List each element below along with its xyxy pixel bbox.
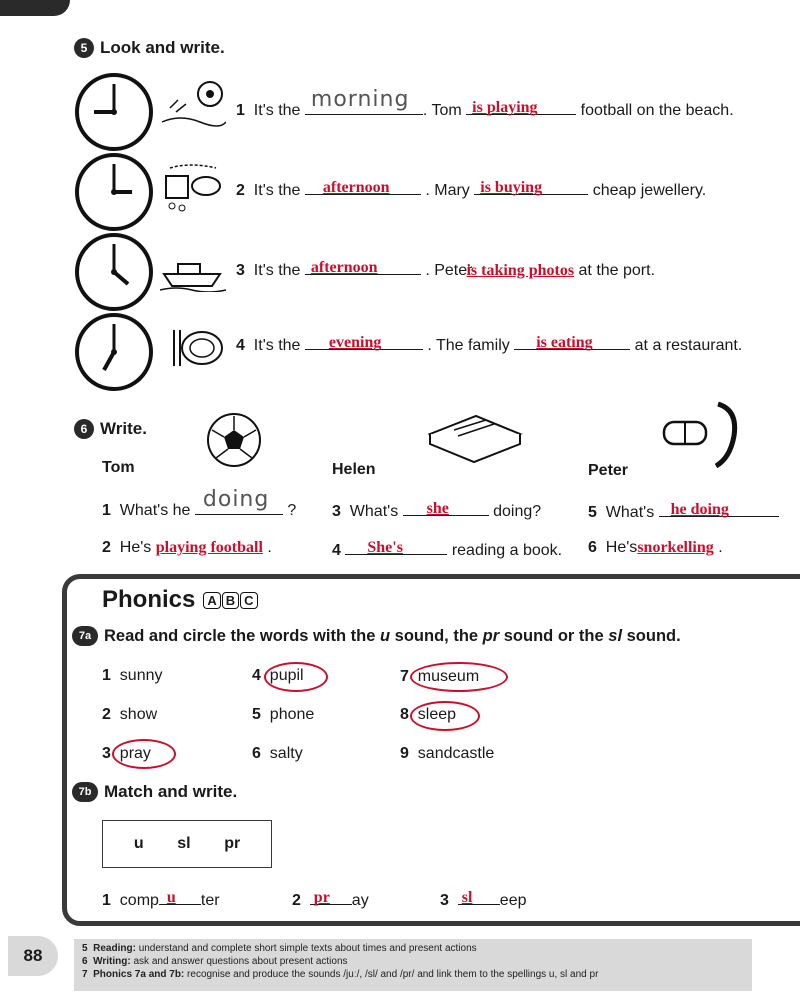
blank-answer-4[interactable] — [514, 334, 630, 350]
objective-line — [82, 968, 598, 981]
word-text: pupil — [269, 667, 304, 684]
corner-decoration — [0, 0, 70, 16]
word-1[interactable] — [102, 667, 163, 685]
objective-label: Phonics 7a and 7b: — [93, 969, 185, 980]
blank-time-3[interactable] — [305, 259, 421, 275]
word-part: eep — [499, 892, 527, 909]
section-7a-title — [104, 627, 681, 646]
prompt-text: . Peter — [425, 262, 473, 279]
clock-icon-4 — [74, 232, 154, 312]
blank-time-2[interactable] — [305, 179, 421, 195]
boat-icon — [160, 252, 226, 292]
section-7a-badge: 7a — [72, 626, 98, 646]
s7b-item-2 — [292, 889, 369, 910]
word-2[interactable] — [102, 706, 157, 724]
objective-num: 7 — [82, 969, 88, 980]
word-9[interactable] — [400, 745, 494, 763]
prompt-text: It's the — [253, 182, 301, 199]
prompt-text: ? — [287, 502, 297, 519]
item-number: 1 — [102, 892, 111, 909]
red-answer: She's — [367, 539, 403, 556]
word-text: salty — [269, 745, 303, 762]
section-7b-title: Match and write. — [104, 782, 238, 801]
item-number: 5 — [252, 706, 261, 723]
football-icon — [204, 412, 264, 468]
item-number: 6 — [588, 539, 597, 556]
section-7b-badge: 7b — [72, 782, 98, 802]
word-6[interactable] — [252, 745, 303, 763]
prompt-text: What's — [605, 504, 655, 521]
title-part: sound. — [622, 626, 681, 645]
section-5-header — [74, 38, 225, 58]
section-6-badge: 6 — [74, 419, 94, 439]
prompt-text: reading a book. — [451, 542, 563, 559]
blank-7b-2[interactable] — [310, 889, 352, 905]
item-number: 8 — [400, 706, 409, 723]
page-number: 88 — [23, 946, 43, 965]
prompt-text: . — [267, 539, 272, 556]
section-7a-header — [72, 626, 681, 646]
prompt-text: . — [718, 539, 723, 556]
blank-q5[interactable] — [659, 501, 779, 517]
abc-letter: A — [203, 592, 220, 609]
objective-line — [82, 955, 598, 968]
item-number: 1 — [102, 667, 111, 684]
prompt-text: doing? — [493, 503, 542, 520]
prompt-text: . The family — [427, 337, 510, 354]
section-6-title: Write. — [100, 419, 147, 438]
section-6-header — [74, 419, 147, 439]
item-number: 2 — [102, 539, 111, 556]
blank-7b-1[interactable] — [159, 889, 201, 905]
circle-mark-pupil — [264, 662, 328, 692]
red-answer: pr — [313, 889, 330, 906]
word-text: pray — [119, 745, 151, 762]
sound-option: pr — [224, 835, 241, 852]
s5-item-1 — [236, 87, 734, 120]
prompt-text: at the port. — [578, 262, 656, 279]
name-helen: Helen — [332, 461, 376, 478]
objectives-list — [82, 942, 598, 981]
prompt-text: cheap jewellery. — [592, 182, 707, 199]
circle-mark-museum — [410, 662, 508, 692]
abc-letter: B — [222, 592, 239, 609]
title-part: Read and circle the words with the — [104, 626, 380, 645]
item-number: 3 — [102, 745, 111, 762]
prompt-text: He's — [119, 539, 152, 556]
objective-label: Reading: — [93, 943, 136, 954]
title-part: u — [379, 626, 391, 645]
handwritten-answer: doing — [202, 487, 270, 512]
s6-q6 — [588, 539, 723, 557]
clock-icon-7 — [74, 312, 154, 392]
circle-mark-pray — [112, 739, 176, 769]
prompt-text: . Tom — [422, 102, 462, 119]
sound-option: sl — [177, 835, 191, 852]
abc-blocks-icon — [203, 592, 257, 609]
item-number: 4 — [252, 667, 261, 684]
red-answer[interactable]: is taking photos — [466, 262, 575, 279]
s5-item-2 — [236, 179, 706, 200]
prompt-text: He's — [605, 539, 638, 556]
objective-line — [82, 942, 598, 955]
objective-text: ask and answer questions about present actions — [133, 956, 348, 967]
objective-num: 6 — [82, 956, 88, 967]
clock-icon-9 — [74, 72, 154, 152]
blank-q3[interactable] — [403, 500, 489, 516]
section-7b-header — [72, 782, 237, 802]
item-number: 3 — [332, 503, 341, 520]
title-part: sound or the — [499, 626, 609, 645]
item-number: 2 — [102, 706, 111, 723]
section-5-title: Look and write. — [100, 38, 225, 57]
red-answer: is buying — [480, 179, 543, 196]
item-number: 3 — [440, 892, 449, 909]
word-text: sandcastle — [417, 745, 495, 762]
prompt-text: It's the — [253, 102, 301, 119]
blank-q1[interactable] — [195, 487, 283, 515]
s7b-item-1 — [102, 889, 220, 910]
prompt-text: It's the — [253, 262, 301, 279]
objective-text: recognise and produce the sounds /juː/, /sl/ and /pr/ and link them to the spellings u, sl and pr — [187, 969, 599, 980]
phonics-title: Phonics — [102, 586, 196, 613]
prompt-text: What's he — [119, 502, 191, 519]
word-text: museum — [417, 668, 480, 685]
jewellery-stall-icon — [160, 160, 226, 214]
title-part: sound, the — [390, 626, 483, 645]
s6-q3 — [332, 500, 541, 521]
red-answer: afternoon — [310, 259, 378, 276]
item-number: 1 — [102, 502, 111, 519]
prompt-text: What's — [349, 503, 399, 520]
phonics-header — [102, 586, 258, 614]
s6-q1 — [102, 487, 297, 520]
handwritten-answer: morning — [310, 87, 410, 112]
item-number: 4 — [236, 337, 245, 354]
red-answer[interactable]: snorkelling — [637, 539, 714, 556]
word-part: ay — [351, 892, 369, 909]
s6-q4 — [332, 539, 562, 560]
s6-q2 — [102, 539, 272, 557]
word-part: comp — [119, 892, 159, 909]
objective-label: Writing: — [93, 956, 131, 967]
plate-cutlery-icon — [166, 326, 226, 370]
circle-mark-sleep — [410, 701, 480, 731]
red-answer: she — [426, 500, 449, 517]
title-part: pr — [482, 626, 500, 645]
objective-num: 5 — [82, 943, 88, 954]
item-number: 2 — [236, 182, 245, 199]
sound-box — [102, 820, 272, 868]
blank-7b-3[interactable] — [458, 889, 500, 905]
s5-item-4 — [236, 334, 742, 355]
word-text: phone — [269, 706, 315, 723]
name-peter: Peter — [588, 462, 629, 479]
red-answer: u — [166, 889, 176, 906]
page-number-badge — [8, 936, 58, 976]
word-text: sleep — [417, 706, 457, 723]
prompt-text: football on the beach. — [580, 102, 734, 119]
red-answer: evening — [328, 334, 382, 351]
prompt-text: . Mary — [425, 182, 470, 199]
item-number: 4 — [332, 542, 341, 559]
red-answer: he doing — [670, 501, 729, 518]
red-answer: is playing — [472, 99, 538, 116]
item-number: 5 — [588, 504, 597, 521]
s7b-item-3 — [440, 889, 527, 910]
s6-q5 — [588, 501, 779, 522]
word-text: show — [119, 706, 158, 723]
red-answer[interactable]: playing football — [155, 539, 263, 556]
prompt-text: at a restaurant. — [634, 337, 743, 354]
blank-time-4[interactable] — [305, 334, 423, 350]
title-part: sl — [608, 626, 623, 645]
book-icon — [424, 410, 524, 466]
blank-time-1[interactable] — [305, 87, 423, 115]
objective-text: understand and complete short simple texts about times and present actions — [138, 943, 477, 954]
item-number: 7 — [400, 668, 409, 685]
item-number: 1 — [236, 102, 245, 119]
blank-answer-1[interactable] — [466, 99, 576, 115]
item-number: 9 — [400, 745, 409, 762]
red-answer: is eating — [536, 334, 593, 351]
s5-item-3 — [236, 259, 655, 280]
word-text: sunny — [119, 667, 163, 684]
section-5-badge: 5 — [74, 38, 94, 58]
blank-answer-2[interactable] — [474, 179, 588, 195]
football-beach-icon — [160, 78, 226, 128]
item-number: 2 — [292, 892, 301, 909]
clock-icon-3 — [74, 152, 154, 232]
item-number: 3 — [236, 262, 245, 279]
blank-q4[interactable] — [345, 539, 447, 555]
red-answer: afternoon — [322, 179, 390, 196]
word-part: ter — [200, 892, 220, 909]
sound-option: u — [133, 835, 144, 852]
snorkel-mask-icon — [658, 400, 748, 470]
prompt-text: It's the — [253, 337, 301, 354]
item-number: 6 — [252, 745, 261, 762]
name-tom: Tom — [102, 459, 135, 476]
red-answer: sl — [461, 889, 473, 906]
word-5[interactable] — [252, 706, 314, 724]
abc-letter: C — [240, 592, 257, 609]
